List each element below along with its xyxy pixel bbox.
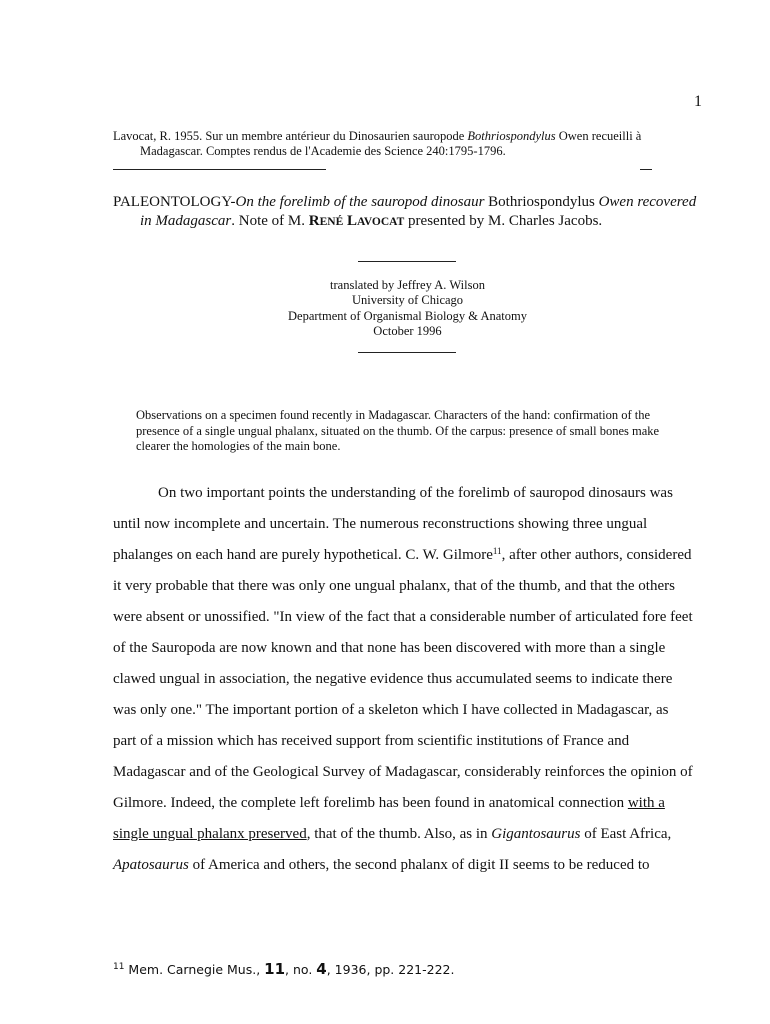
footnote-reference: 11 [492, 546, 502, 556]
footnote-marker: 11 [113, 962, 125, 972]
page-number: 1 [694, 93, 702, 110]
body-line: phalanges on each hand are purely hypothetical. C. W. Gilmore$^{11}$, after other authors, considered [113, 546, 692, 563]
body-line: On two important points the understanding of the forelimb of sauropod dinosaurs was [158, 485, 673, 501]
body-line: Apatosaurus of America and others, the second phalanx of digit II seems to be reduced to [113, 857, 650, 873]
body-line: was only one." The important portion of a skeleton which I have collected in Madagascar, as [113, 702, 669, 718]
citation [113, 129, 673, 159]
citation-rule-short [640, 169, 652, 170]
abstract: Observations on a specimen found recently in Madagascar. Characters of the hand: confirmation of the presence of a single ungual phalanx, situated on the thumb. Of the carpus: presence of small bones make clearer the homologies of the main bone. [136, 408, 660, 453]
body-line: Madagascar and of the Geological Survey of Madagascar, considerably reinforces the opinion of [113, 764, 693, 780]
separator-rule-top [358, 261, 456, 262]
body-line: of the Sauropoda are now known and that none has been discovered with more than a single [113, 640, 666, 656]
body-text [113, 478, 713, 881]
translator-name: translated by Jeffrey A. Wilson [330, 278, 485, 292]
citation-line2: Madagascar. Comptes rendus de l'Academie des Science 240:1795-1796. [140, 144, 506, 158]
article-title: PALEONTOLOGY-On the forelimb of the sauropod dinosaur Bothriospondylus Owen recovered in Madagascar. Note of M. RENÉ LAVOCAT presented by M. Charles Jacobs. [113, 194, 697, 229]
translation-date: October 1996 [373, 323, 442, 338]
body-line: Gilmore. Indeed, the complete left forelimb has been found in anatomical connection with a [113, 795, 665, 811]
author-name: RENÉ LAVOCAT [308, 213, 405, 229]
separator-rule-bottom [358, 352, 456, 353]
citation-rule [113, 169, 326, 170]
translator-block [0, 278, 770, 339]
footnote: $^{11}$ Mem. Carnegie Mus., 11, no. 4, 1936, pp. 221-222. [113, 960, 455, 978]
body-line: part of a mission which has received support from scientific institutions of France and [113, 733, 630, 749]
translator-department: Department of Organismal Biology & Anatomy [288, 308, 527, 323]
body-line: it very probable that there was only one ungual phalanx, that of the thumb, and that the others [113, 578, 675, 594]
body-line: until now incomplete and uncertain. The numerous reconstructions showing three ungual [113, 516, 648, 532]
body-line: clawed ungual in association, the negative evidence thus accumulated seems to indicate there [113, 671, 673, 687]
translator-institution: University of Chicago [351, 293, 464, 308]
citation-line1: Lavocat, R. 1955. Sur un membre antérieur du Dinosaurien sauropode Bothriospondylus Owen recueilli à [113, 129, 642, 143]
body-line: single ungual phalanx preserved, that of the thumb. Also, as in Gigantosaurus of East Africa, [113, 826, 672, 842]
body-line: were absent or unossified. "In view of the fact that a considerable number of articulated fore feet [113, 609, 693, 625]
